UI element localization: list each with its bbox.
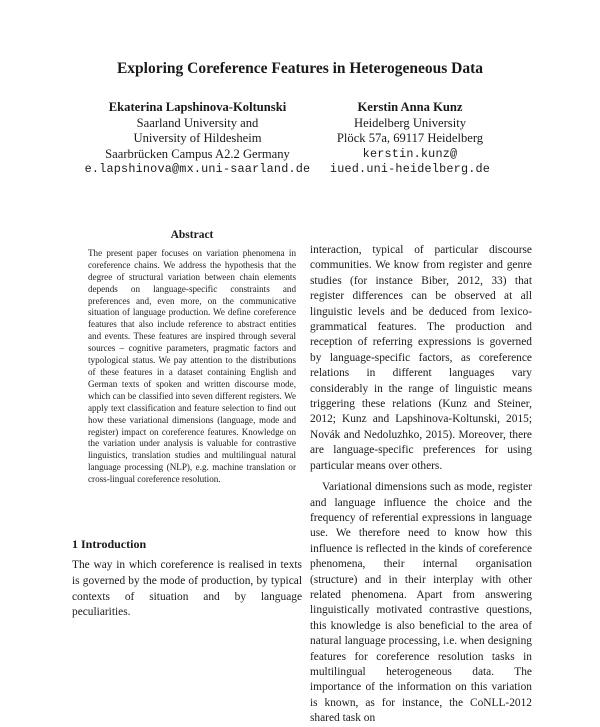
author-email: e.lapshinova@mx.uni-saarland.de: [84, 162, 311, 176]
paper-title: Exploring Coreference Features in Heterogeneous Data: [116, 60, 484, 77]
right-column: [310, 243, 532, 727]
body-paragraph: Variational dimensions such as mode, register and language influence the choice and the frequency of referential expressions in language use. We therefore need to know how this influence is reflected in the kinds of coreference phenomena, their internal organisation (structure) and in their interplay with other related phenomena. Apart from answering linguistically motivated contrastive questions, this knowledge is also beneficial to the area of natural language processing, i.e. when designing features for coreference resolution tasks in multilingual heterogeneous data. The importance of the information on this variation is known, as for instance, the CoNLL-2012 shared task on: [310, 481, 532, 725]
author-name: Kerstin Anna Kunz: [357, 100, 463, 114]
author-name: Ekaterina Lapshinova-Koltunski: [108, 100, 287, 114]
author-email: iued.uni-heidelberg.de: [329, 162, 491, 176]
body-paragraph: interaction, typical of particular discourse communities. We know from register and genre studies (for instance Biber, 2012, 33) that register differences can be observed at all linguistic levels and be deduced from lexico-grammatical features. The production and reception of referring expressions is governed by language-specific factors, as coreference relations in different languages vary considerably in the range of linguistic means triggering these relations (Kunz and Steiner, 2012; Kunz and Lapshinova-Koltunski, 2015; Novák and Nedoluzhko, 2015). Moreover, there are language-specific preferences for using particular means over others.: [310, 244, 532, 472]
author-address: Plöck 57a, 69117 Heidelberg: [336, 131, 484, 145]
abstract-text: The present paper focuses on variation phenomena in coreference chains. We address the hypothesis that the degree of structural variation between chain elements depends on language-specific constraints and preferences and, even more, on the communicative situation of language production. We define coreference features that also include reference to abstract entities and events. These features are inspired through several sources – cognitive parameters, pragmatic factors and typological status. We pay attention to the distributions of these features in a dataset containing English and German texts of spoken and written discourse mode, which can be classified into seven different registers. We apply text classification and feature selection to find out how these variational dimensions (language, mode and register) impact on coreference features. Knowledge on the variation under analysis is valuable for contrastive linguistics, translation studies and multilingual natural language processing (NLP), e.g. machine translation or cross-lingual coreference resolution.: [88, 247, 296, 485]
author-address: Saarbrücken Campus A2.2 Germany: [105, 146, 290, 161]
abstract-heading: Abstract: [170, 229, 214, 241]
author-block-2: [310, 100, 510, 178]
author-email: kerstin.kunz@: [362, 146, 458, 161]
introduction-text: The way in which coreference is realised in texts is governed by the mode of production, by typical contexts of situation and by language peculiarities.: [72, 559, 302, 619]
introduction-heading: 1 Introduction: [72, 537, 147, 551]
author-affiliation: Heidelberg University: [353, 115, 467, 130]
abstract-section: [88, 230, 296, 486]
author-affiliation: Saarland University and: [136, 115, 259, 130]
author-affiliation: University of Hildesheim: [133, 131, 262, 145]
